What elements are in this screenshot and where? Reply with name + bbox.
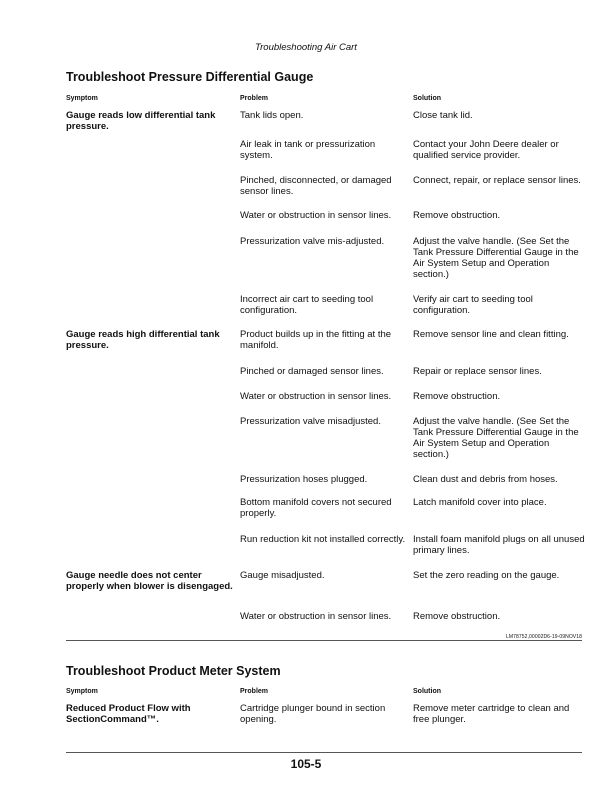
section-title-pressure-gauge: Troubleshoot Pressure Differential Gauge bbox=[66, 70, 314, 84]
section-divider bbox=[66, 640, 582, 641]
row-problem: Tank lids open. bbox=[240, 110, 304, 121]
row-solution: Remove obstruction. bbox=[413, 210, 501, 221]
row-problem: Product builds up in the fitting at the manifold. bbox=[240, 329, 392, 351]
row-symptom: Gauge reads high differential tank pressure. bbox=[66, 329, 220, 351]
running-title: Troubleshooting Air Cart bbox=[255, 42, 357, 53]
column-header-symptom: Symptom bbox=[66, 95, 98, 102]
row-problem: Pinched or damaged sensor lines. bbox=[240, 366, 384, 377]
row-problem: Pinched, disconnected, or damaged sensor lines. bbox=[240, 175, 392, 197]
document-id: LM78752,00002D6-19-09NOV18 bbox=[506, 634, 582, 640]
row-problem: Pressurization valve mis-adjusted. bbox=[240, 236, 385, 247]
section-title-product-meter: Troubleshoot Product Meter System bbox=[66, 664, 281, 678]
row-problem: Gauge misadjusted. bbox=[240, 570, 325, 581]
row-solution: Remove sensor line and clean fitting. bbox=[413, 329, 569, 340]
column-header-solution: Solution bbox=[413, 95, 441, 102]
row-solution: Close tank lid. bbox=[413, 110, 473, 121]
column-header-problem: Problem bbox=[240, 688, 269, 695]
row-problem: Run reduction kit not installed correctly. bbox=[240, 534, 406, 545]
row-problem: Air leak in tank or pressurization system. bbox=[240, 139, 376, 161]
page-number: 105-5 bbox=[290, 757, 322, 771]
row-solution: Remove obstruction. bbox=[413, 391, 501, 402]
row-symptom: Gauge needle does not center properly when blower is disengaged. bbox=[66, 570, 233, 592]
row-problem: Water or obstruction in sensor lines. bbox=[240, 391, 392, 402]
row-problem: Incorrect air cart to seeding tool configuration. bbox=[240, 294, 374, 316]
row-solution: Repair or replace sensor lines. bbox=[413, 366, 542, 377]
footer-rule bbox=[66, 752, 582, 753]
column-header-solution: Solution bbox=[413, 688, 441, 695]
column-header-problem: Problem bbox=[240, 95, 269, 102]
column-header-symptom: Symptom bbox=[66, 688, 98, 695]
row-solution: Install foam manifold plugs on all unused primary lines. bbox=[413, 534, 585, 556]
row-solution: Connect, repair, or replace sensor lines. bbox=[413, 175, 581, 186]
row-solution: Adjust the valve handle. (See Set the Tank Pressure Differential Gauge in the Air System Setup and Operation section.) bbox=[413, 416, 579, 460]
row-problem: Pressurization hoses plugged. bbox=[240, 474, 368, 485]
row-solution: Contact your John Deere dealer or qualified service provider. bbox=[413, 139, 559, 161]
row-solution: Adjust the valve handle. (See Set the Tank Pressure Differential Gauge in the Air System Setup and Operation section.) bbox=[413, 236, 579, 280]
row-problem: Water or obstruction in sensor lines. bbox=[240, 210, 392, 221]
row-solution: Latch manifold cover into place. bbox=[413, 497, 547, 508]
row-symptom: Reduced Product Flow with SectionCommand™. bbox=[66, 703, 191, 725]
row-problem: Cartridge plunger bound in section opening. bbox=[240, 703, 386, 725]
row-symptom: Gauge reads low differential tank pressure. bbox=[66, 110, 216, 132]
row-problem: Bottom manifold covers not secured properly. bbox=[240, 497, 392, 519]
row-solution: Clean dust and debris from hoses. bbox=[413, 474, 558, 485]
row-solution: Remove obstruction. bbox=[413, 611, 501, 622]
row-problem: Water or obstruction in sensor lines. bbox=[240, 611, 392, 622]
row-solution: Set the zero reading on the gauge. bbox=[413, 570, 560, 581]
row-solution: Remove meter cartridge to clean and free plunger. bbox=[413, 703, 570, 725]
row-solution: Verify air cart to seeding tool configuration. bbox=[413, 294, 533, 316]
row-problem: Pressurization valve misadjusted. bbox=[240, 416, 381, 427]
